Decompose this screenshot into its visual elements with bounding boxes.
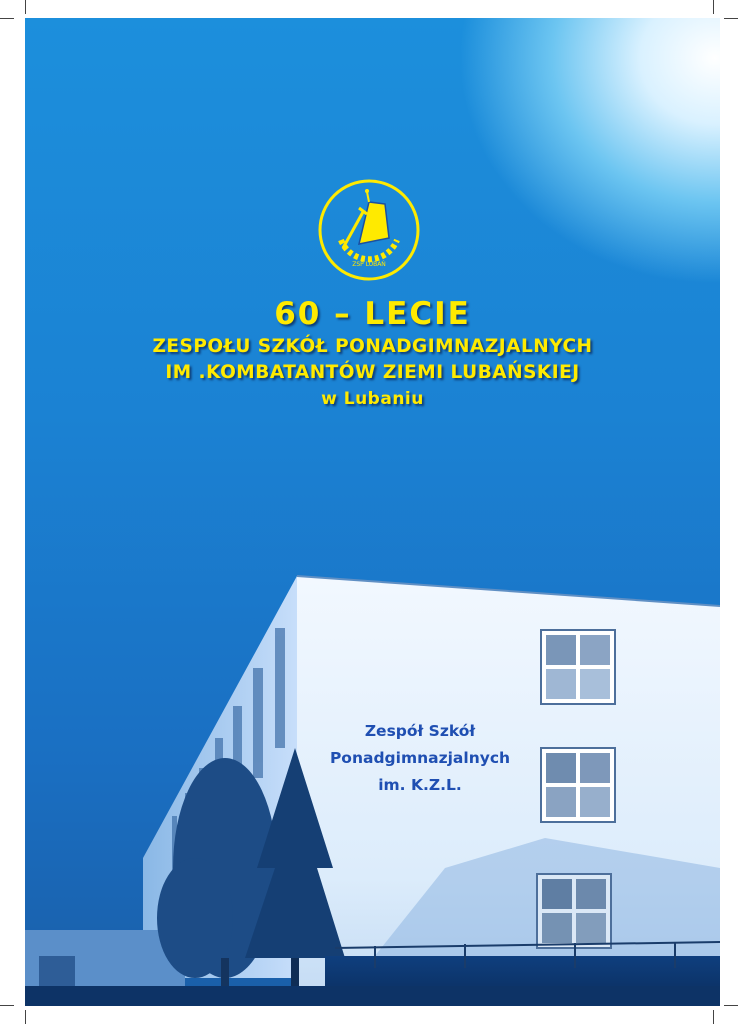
crop-mark-top-right-v [713,0,714,14]
facade-window-top [541,630,615,704]
school-name-line-2: IM .KOMBATANTÓW ZIEMI LUBAŃSKIEJ [165,362,580,383]
crop-mark-top-right-h [724,18,738,19]
building-sign-line-2: Ponadgimnazjalnych [329,749,511,767]
facade-window-bottom [537,874,611,948]
crop-mark-top-left-v [25,0,26,14]
building-sign-line-1: Zespół Szkół [364,722,476,740]
anniversary-title: 60 – LECIE [274,296,471,332]
school-name-line-1: ZESPOŁU SZKÓŁ PONADGIMNAZJALNYCH [152,336,593,357]
emblem-ring-text: ZSP LUBAŃ [352,261,386,268]
school-emblem-icon [315,178,423,282]
cover-page [25,18,720,1006]
cover-title [25,294,720,412]
crop-mark-bottom-right-v [713,1010,714,1024]
building-sign [310,718,530,799]
building-sign-line-3: im. K.Z.L. [378,776,462,794]
crop-mark-bottom-right-h [724,1005,738,1006]
crop-mark-bottom-left-h [0,1005,14,1006]
facade-window-middle [541,748,615,822]
crop-mark-bottom-left-v [25,1010,26,1024]
school-location: w Lubaniu [321,389,424,409]
crop-mark-top-left-h [0,18,14,19]
